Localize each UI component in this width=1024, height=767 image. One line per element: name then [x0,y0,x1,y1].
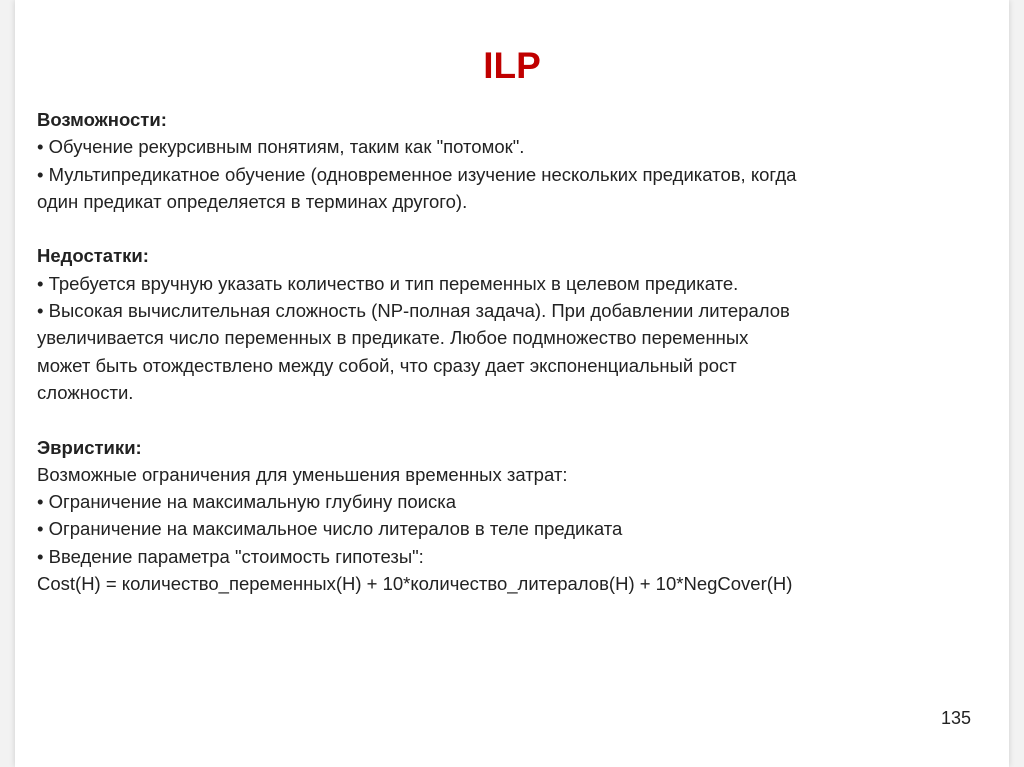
text-line: один предикат определяется в терминах другого). [37,190,468,212]
text-line: • Ограничение на максимальное число литералов в теле предиката [37,518,623,540]
text-line: увеличивается число переменных в предикате. Любое подмножество переменных [37,327,749,349]
text-line: Возможные ограничения для уменьшения временных затрат: [37,463,568,485]
slide-body [37,106,987,597]
section-heuristics [37,434,987,598]
section-disadvantages [37,242,987,406]
text-line: • Введение параметра "стоимость гипотезы": [37,545,424,567]
text-line: • Требуется вручную указать количество и тип переменных в целевом предикате. [37,272,739,294]
text-line: может быть отождествлено между собой, что сразу дает экспоненциальный рост [37,354,737,376]
section-spacer [37,406,987,433]
page-number: 135 [940,708,971,728]
cost-formula: Cost(H) = количество_переменных(H) + 10*количество_литералов(H) + 10*NegCover(H) [37,573,793,595]
section-heading-advantages: Возможности: [37,109,167,130]
section-spacer [37,215,987,242]
section-advantages [37,106,987,215]
slide [15,0,1009,767]
text-line: сложности. [37,381,134,403]
section-heading-disadvantages: Недостатки: [37,245,149,267]
text-line: • Ограничение на максимальную глубину поиска [37,491,457,513]
text-line: • Мультипредикатное обучение (одновременное изучение нескольких предикатов, когда [37,163,797,185]
slide-title: ILP [483,45,541,86]
section-heading-heuristics: Эвристики: [37,436,142,458]
text-line: • Обучение рекурсивным понятиям, таким как "потомок". [37,136,525,158]
text-line: • Высокая вычислительная сложность (NP-полная задача). При добавлении литералов [37,300,790,322]
